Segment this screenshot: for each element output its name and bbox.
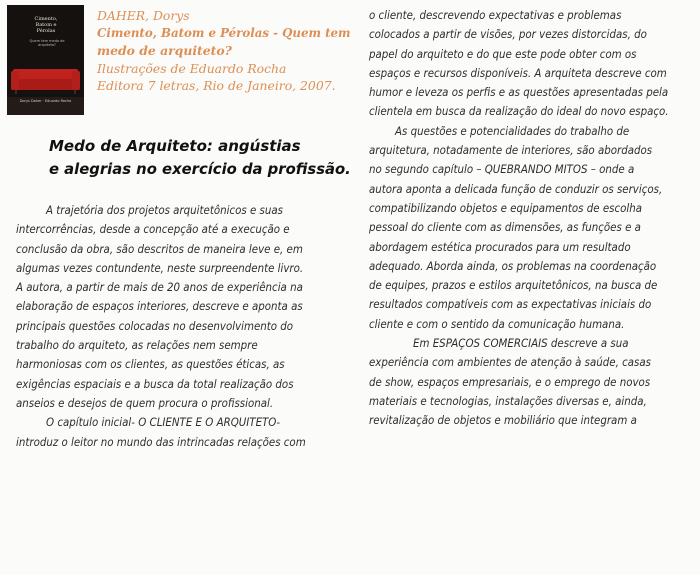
reference-title-line: Cimento, Batom e Pérolas - Quem tem xyxy=(97,25,351,40)
text-line: A trajetória dos projetos arquitetônicos e suas xyxy=(46,203,283,217)
cover-footer: Dorys Daher · Eduardo Rocha xyxy=(19,99,72,103)
text-line: abordagem estética procurados para um resultado xyxy=(369,239,631,254)
text-line: Em ESPAÇOS COMERCIAIS descreve a sua xyxy=(413,336,629,351)
text-line: papel do arquiteto e do que este pode obter com os xyxy=(369,46,637,61)
reference-publisher: Editora 7 letras, Rio de Janeiro, 2007. xyxy=(97,78,336,93)
red-sofa-illustration xyxy=(11,65,80,95)
text-line: anseios e desejos de quem procura o profissional. xyxy=(16,395,274,410)
book-cover-image xyxy=(7,5,84,115)
text-line: de equipes, prazos e estilos arquitetônicos, na busca de xyxy=(369,278,658,293)
reference-illustrations: Ilustrações de Eduardo Rocha xyxy=(97,60,287,76)
text-line: intercorrências, desde a concepção até a execução e xyxy=(16,222,290,237)
text-line: introduz o leitor no mundo das intrincadas relações com xyxy=(16,434,306,449)
text-line: algumas vezes contundente, neste surpreendente livro. xyxy=(16,260,304,275)
text-line: elaboração de espaços interiores, descreve e aponta as xyxy=(16,299,303,314)
text-line: compatibilizando objetos e equipamentos de escolha xyxy=(369,200,642,215)
right-text-column xyxy=(369,6,684,431)
text-line: pessoal do cliente com as dimensões, as funções e a xyxy=(369,220,641,235)
text-line: cliente e com o sentido da comunicação humana. xyxy=(369,316,625,331)
text-line: principais questões colocadas no desenvolvimento do xyxy=(16,318,294,333)
review-title-line: Medo de Arquiteto: angústias xyxy=(49,137,301,155)
text-line: o cliente, descrevendo expectativas e problemas xyxy=(369,8,622,22)
text-line: humor e leveza os perfis e as questões apresentadas pela xyxy=(369,85,669,100)
text-line: autora aponta a delicada função de conduzir os serviços, xyxy=(369,181,663,196)
text-line: clientela em busca da realização do ideal do novo espaço. xyxy=(369,104,669,119)
cover-subtitle: Quem tem medo de arquiteto? xyxy=(29,39,65,47)
text-line: conclusão da obra, são descritos de maneira leve e, em xyxy=(16,241,303,256)
reference-title-line: medo de arquiteto? xyxy=(97,43,232,58)
text-line: harmoniosas com os clientes, as questões éticas, as xyxy=(16,357,285,372)
text-line: materiais e tecnologias, instalações diversas e, ainda, xyxy=(369,393,647,408)
text-line: A autora, a partir de mais de 20 anos de experiência na xyxy=(16,280,303,295)
cover-title: Cimento, Batom e Pérolas xyxy=(34,16,58,34)
text-line: colocados a partir de visões, por vezes distorcidas, do xyxy=(369,27,647,42)
left-text-column xyxy=(16,201,334,452)
text-line: espaços e recursos disponíveis. A arquiteta descreve com xyxy=(369,65,667,80)
text-line: exigências espaciais e a busca da total realização dos xyxy=(16,376,294,391)
text-line: no segundo capítulo – QUEBRANDO MITOS – onde a xyxy=(369,162,635,177)
book-reference xyxy=(97,7,352,95)
text-line: revitalização de objetos e mobiliário que integram a xyxy=(369,413,637,428)
text-line: adequado. Aborda ainda, os problemas na coordenação xyxy=(369,258,657,273)
text-line: arquitetura, notadamente de interiores, são abordados xyxy=(369,143,653,158)
text-line: de show, espaços empresariais, e o emprego de novos xyxy=(369,374,651,389)
text-line: resultados compatíveis com as expectativas iniciais do xyxy=(369,297,652,312)
text-line: trabalho do arquiteto, as relações nem sempre xyxy=(16,338,258,353)
text-line: experiência com ambientes de atenção à saúde, casas xyxy=(369,355,651,370)
text-line: O capítulo inicial- O CLIENTE E O ARQUITETO- xyxy=(46,415,281,430)
text-line: As questões e potencialidades do trabalho de xyxy=(395,123,630,138)
review-title-line: e alegrias no exercício da profissão. xyxy=(49,161,351,178)
reference-author: DAHER, Dorys xyxy=(97,8,190,23)
review-title xyxy=(49,135,354,181)
